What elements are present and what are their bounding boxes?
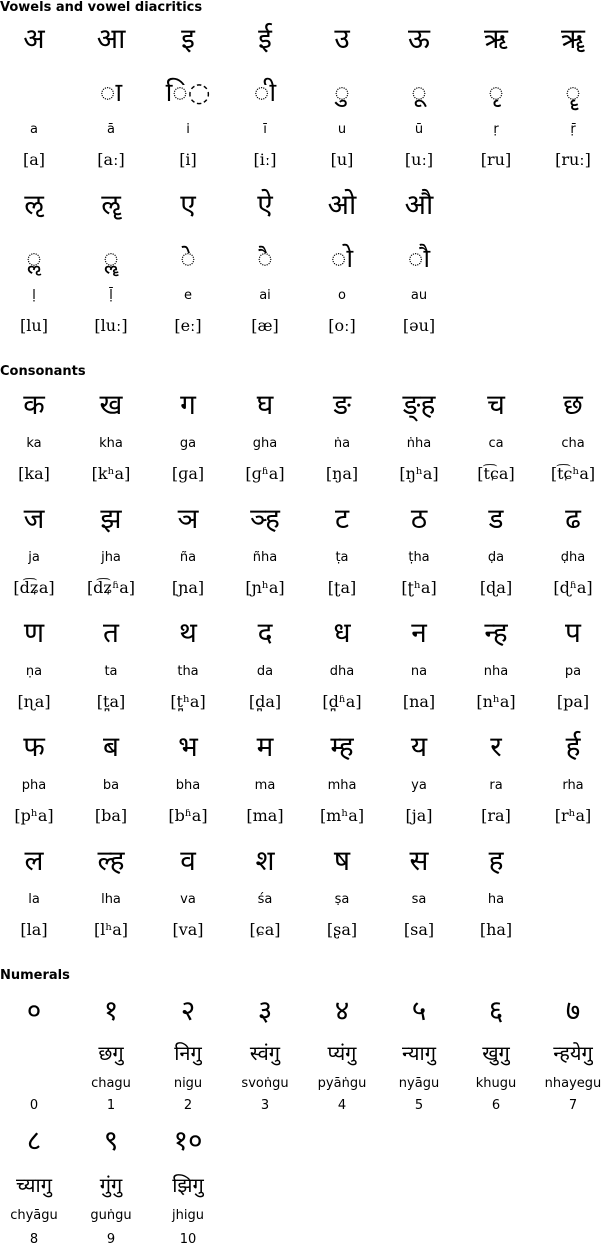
numeral-word: च्यागु bbox=[16, 1173, 52, 1197]
vowel-ipa: [æ] bbox=[251, 316, 279, 335]
consonant-romanization: pha bbox=[21, 778, 47, 793]
numeral-romanization: chyāgu bbox=[10, 1208, 58, 1223]
consonant-romanization: ṅha bbox=[406, 436, 432, 451]
vowel-romanization: ū bbox=[414, 122, 424, 137]
numeral-value: 5 bbox=[414, 1098, 424, 1113]
consonant-romanization: sa bbox=[411, 892, 427, 907]
numeral-romanization: nyāgu bbox=[398, 1076, 440, 1091]
consonant-letter: ग bbox=[180, 388, 196, 421]
consonant-letter: स bbox=[409, 844, 429, 877]
consonant-romanization: kha bbox=[99, 436, 123, 451]
consonant-letter: च bbox=[487, 388, 505, 421]
vowel-diacritic: ◌ौ bbox=[407, 244, 431, 274]
consonant-romanization: va bbox=[180, 892, 196, 907]
numeral-digit: १० bbox=[173, 1124, 203, 1157]
vowel-romanization: e bbox=[184, 288, 192, 303]
consonant-ipa: [ba] bbox=[94, 806, 128, 825]
vowel-ipa: [aː] bbox=[97, 150, 125, 169]
consonant-letter: र bbox=[490, 730, 502, 763]
consonant-romanization: ka bbox=[26, 436, 42, 451]
vowel-ipa: [ru] bbox=[480, 150, 512, 169]
consonant-romanization: tha bbox=[177, 664, 199, 679]
consonant-romanization: ṇa bbox=[25, 664, 43, 679]
numeral-value: 9 bbox=[106, 1232, 116, 1247]
consonant-letter: व bbox=[180, 844, 196, 877]
numeral-value: 7 bbox=[568, 1098, 578, 1113]
consonant-letter: त bbox=[103, 616, 119, 649]
consonant-ipa: [ka] bbox=[18, 464, 50, 483]
vowel-romanization: ī bbox=[263, 122, 267, 137]
vowel-ipa: [iː] bbox=[253, 150, 277, 169]
vowel-romanization: ṝ bbox=[570, 122, 576, 137]
consonant-romanization: ṣa bbox=[334, 892, 350, 907]
vowel-diacritic: ◌े bbox=[180, 244, 196, 274]
consonant-romanization: bha bbox=[175, 778, 201, 793]
vowel-romanization: ṛ bbox=[493, 122, 499, 137]
numeral-word: न्यागु bbox=[402, 1041, 436, 1065]
consonant-ipa: [nʰa] bbox=[476, 692, 516, 711]
vowel-romanization: u bbox=[337, 122, 347, 137]
consonant-letter: ङ्ह bbox=[402, 388, 436, 421]
vowel-letter: उ bbox=[334, 22, 350, 55]
consonant-ipa: [ŋa] bbox=[325, 464, 359, 483]
consonant-ipa: [d͡ʑʱa] bbox=[86, 578, 136, 597]
consonant-letter: ख bbox=[99, 388, 123, 421]
consonant-letter: ष bbox=[333, 844, 351, 877]
vowel-letter: ॡ bbox=[101, 188, 121, 221]
consonant-letter: य bbox=[410, 730, 428, 763]
consonant-romanization: la bbox=[28, 892, 40, 907]
consonant-romanization: nha bbox=[483, 664, 509, 679]
consonant-ipa: [ʈa] bbox=[327, 578, 357, 597]
vowel-letter: ऋ bbox=[484, 22, 508, 55]
numeral-word: झिगु bbox=[172, 1173, 204, 1197]
consonant-ipa: [ɖʱa] bbox=[553, 578, 593, 597]
numeral-romanization: nhayegu bbox=[544, 1076, 602, 1091]
consonant-letter: ङ bbox=[333, 388, 351, 421]
numeral-word: छगु bbox=[98, 1041, 124, 1065]
consonant-romanization: ña bbox=[179, 550, 197, 565]
consonant-ipa: [pʰa] bbox=[14, 806, 54, 825]
vowel-diacritic: ◌ॣ bbox=[103, 244, 119, 274]
consonant-ipa: [ha] bbox=[479, 920, 513, 939]
vowel-ipa: [i] bbox=[179, 150, 197, 169]
consonant-letter: ल bbox=[24, 844, 44, 877]
numeral-word: प्यंगु bbox=[327, 1041, 357, 1065]
consonant-ipa: [ŋʰa] bbox=[399, 464, 439, 483]
consonant-letter: झ bbox=[100, 502, 122, 535]
vowel-letter: आ bbox=[96, 22, 126, 55]
consonant-romanization: gha bbox=[252, 436, 278, 451]
consonant-letter: म bbox=[256, 730, 274, 763]
vowel-ipa: [lu] bbox=[20, 316, 48, 335]
numeral-digit: ५ bbox=[411, 994, 427, 1027]
consonant-ipa: [t̪a] bbox=[96, 692, 126, 711]
vowel-romanization: a bbox=[30, 122, 38, 137]
consonant-ipa: [ɡa] bbox=[171, 464, 205, 483]
numeral-value: 3 bbox=[260, 1098, 270, 1113]
numeral-digit: ६ bbox=[488, 994, 504, 1027]
numeral-digit: ७ bbox=[565, 994, 581, 1027]
vowel-diacritic: ◌ो bbox=[330, 244, 354, 274]
vowel-romanization: ai bbox=[259, 288, 271, 303]
vowel-letter: ए bbox=[180, 188, 196, 221]
consonant-ipa: [d̪ʱa] bbox=[322, 692, 362, 711]
consonant-ipa: [va] bbox=[172, 920, 204, 939]
consonant-ipa: [ʂa] bbox=[326, 920, 358, 939]
consonant-romanization: ja bbox=[28, 550, 40, 565]
numeral-value: 0 bbox=[29, 1098, 39, 1113]
consonant-ipa: [d̪a] bbox=[248, 692, 282, 711]
consonant-romanization: lha bbox=[101, 892, 121, 907]
consonant-romanization: ba bbox=[102, 778, 120, 793]
consonant-ipa: [mʰa] bbox=[319, 806, 365, 825]
consonant-romanization: ha bbox=[487, 892, 505, 907]
numeral-romanization: guṅgu bbox=[90, 1208, 132, 1223]
consonant-letter: न bbox=[411, 616, 427, 649]
consonant-ipa: [kʰa] bbox=[91, 464, 131, 483]
consonant-letter: र्ह bbox=[565, 730, 581, 763]
consonant-ipa: [bʱa] bbox=[168, 806, 208, 825]
vowel-diacritic: ◌ॄ bbox=[565, 78, 581, 108]
numeral-word: न्हयेगु bbox=[553, 1041, 593, 1065]
consonant-ipa: [sa] bbox=[403, 920, 435, 939]
numeral-romanization: svoṅgu bbox=[241, 1076, 289, 1091]
vowel-letter: इ bbox=[181, 22, 195, 55]
consonant-ipa: [na] bbox=[402, 692, 436, 711]
vowel-diacritic: ◌ृ bbox=[488, 78, 504, 108]
consonant-romanization: ca bbox=[488, 436, 504, 451]
vowel-diacritic: ◌ी bbox=[253, 78, 277, 108]
numeral-romanization: jhigu bbox=[172, 1208, 204, 1223]
consonant-ipa: [ma] bbox=[246, 806, 284, 825]
consonant-romanization: ra bbox=[489, 778, 503, 793]
numeral-value: 2 bbox=[183, 1098, 193, 1113]
numeral-word: खुगु bbox=[482, 1041, 510, 1065]
consonant-letter: न्ह bbox=[484, 616, 508, 649]
vowel-letter: ई bbox=[258, 22, 272, 55]
consonant-ipa: [t̪ʰa] bbox=[170, 692, 206, 711]
consonant-letter: क bbox=[23, 388, 45, 421]
consonant-letter: घ bbox=[256, 388, 274, 421]
vowel-ipa: [oː] bbox=[328, 316, 356, 335]
consonant-letter: छ bbox=[563, 388, 583, 421]
numeral-romanization: pyāṅgu bbox=[317, 1076, 367, 1091]
numeral-digit: १ bbox=[103, 994, 119, 1027]
consonant-letter: ठ bbox=[410, 502, 428, 535]
vowel-romanization: ā bbox=[107, 122, 115, 137]
consonant-ipa: [ja] bbox=[405, 806, 433, 825]
vowel-letter: औ bbox=[404, 188, 434, 221]
consonant-ipa: [ɲa] bbox=[171, 578, 205, 597]
numeral-value: 6 bbox=[491, 1098, 501, 1113]
numeral-digit: ८ bbox=[26, 1124, 42, 1157]
consonant-letter: म्ह bbox=[330, 730, 354, 763]
consonant-letter: श bbox=[255, 844, 275, 877]
consonant-romanization: śa bbox=[257, 892, 273, 907]
vowel-ipa: [əu] bbox=[402, 316, 436, 335]
numeral-digit: २ bbox=[180, 994, 196, 1027]
consonant-letter: ह bbox=[488, 844, 504, 877]
numeral-word: स्वंगु bbox=[249, 1041, 281, 1065]
consonant-ipa: [la] bbox=[20, 920, 48, 939]
consonant-letter: ज bbox=[23, 502, 45, 535]
consonant-letter: ढ bbox=[565, 502, 581, 535]
consonant-ipa: [d͡ʑa] bbox=[13, 578, 55, 597]
vowel-letter: अ bbox=[23, 22, 45, 55]
consonant-romanization: ḍha bbox=[560, 550, 586, 565]
consonant-romanization: ṅa bbox=[333, 436, 351, 451]
consonant-letter: ञ bbox=[177, 502, 199, 535]
numeral-value: 4 bbox=[337, 1098, 347, 1113]
consonant-ipa: [ɖa] bbox=[479, 578, 513, 597]
numeral-value: 1 bbox=[106, 1098, 116, 1113]
consonant-romanization: rha bbox=[562, 778, 584, 793]
vowel-letter: ऌ bbox=[24, 188, 44, 221]
consonant-letter: ब bbox=[103, 730, 119, 763]
vowel-letter: ओ bbox=[327, 188, 357, 221]
numeral-digit: ९ bbox=[103, 1124, 119, 1157]
numeral-romanization: chagu bbox=[91, 1076, 131, 1091]
consonant-letter: ल्ह bbox=[97, 844, 125, 877]
numeral-romanization: nigu bbox=[173, 1076, 203, 1091]
numeral-word: निगु bbox=[174, 1041, 202, 1065]
numeral-digit: ४ bbox=[334, 994, 350, 1027]
consonant-romanization: ga bbox=[179, 436, 197, 451]
consonant-ipa: [t͡ɕʰa] bbox=[550, 464, 596, 483]
heading-consonants: Consonants bbox=[0, 364, 86, 379]
vowel-letter: ऐ bbox=[257, 188, 273, 221]
vowel-ipa: [u] bbox=[330, 150, 354, 169]
vowel-ipa: [eː] bbox=[174, 316, 202, 335]
consonant-letter: ड bbox=[488, 502, 504, 535]
vowel-diacritic: ◌ै bbox=[257, 244, 273, 274]
consonant-letter: प bbox=[565, 616, 581, 649]
vowel-diacritic: ◌ॢ bbox=[26, 244, 42, 274]
consonant-romanization: ma bbox=[254, 778, 276, 793]
vowel-letter: ऊ bbox=[408, 22, 430, 55]
consonant-romanization: ḍa bbox=[487, 550, 505, 565]
consonant-letter: ञ्ह bbox=[250, 502, 280, 535]
vowel-diacritic: ◌ू bbox=[411, 78, 427, 108]
consonant-romanization: ṭa bbox=[335, 550, 349, 565]
consonant-letter: ट bbox=[334, 502, 350, 535]
vowel-ipa: [a] bbox=[22, 150, 46, 169]
consonant-romanization: pa bbox=[564, 664, 582, 679]
consonant-letter: ण bbox=[23, 616, 45, 649]
consonant-romanization: mha bbox=[327, 778, 357, 793]
vowel-letter: ॠ bbox=[561, 22, 585, 55]
numeral-value: 8 bbox=[29, 1232, 39, 1247]
numeral-value: 10 bbox=[179, 1232, 197, 1247]
numeral-digit: ३ bbox=[257, 994, 273, 1027]
consonant-romanization: cha bbox=[561, 436, 585, 451]
consonant-letter: द bbox=[257, 616, 273, 649]
consonant-ipa: [lʰa] bbox=[93, 920, 129, 939]
vowel-diacritic: ि◌ bbox=[165, 78, 211, 108]
consonant-ipa: [ra] bbox=[481, 806, 511, 825]
consonant-letter: भ bbox=[178, 730, 198, 763]
consonant-romanization: jha bbox=[101, 550, 121, 565]
consonant-letter: ध bbox=[333, 616, 351, 649]
consonant-ipa: [rʰa] bbox=[554, 806, 592, 825]
vowel-ipa: [uː] bbox=[404, 150, 434, 169]
vowel-romanization: ḷ bbox=[32, 288, 36, 303]
consonant-ipa: [ɕa] bbox=[249, 920, 281, 939]
vowel-ipa: [ruː] bbox=[555, 150, 591, 169]
vowel-diacritic: ◌ु bbox=[334, 78, 350, 108]
consonant-ipa: [ɲʰa] bbox=[245, 578, 285, 597]
consonant-romanization: dha bbox=[329, 664, 355, 679]
consonant-romanization: ṭha bbox=[408, 550, 430, 565]
consonant-letter: थ bbox=[179, 616, 197, 649]
heading-numerals: Numerals bbox=[0, 968, 70, 983]
consonant-romanization: ta bbox=[104, 664, 118, 679]
numeral-romanization: khugu bbox=[475, 1076, 517, 1091]
consonant-romanization: da bbox=[256, 664, 274, 679]
vowel-romanization: au bbox=[410, 288, 428, 303]
vowel-romanization: o bbox=[338, 288, 346, 303]
vowel-romanization: ḹ bbox=[109, 288, 113, 303]
consonant-ipa: [ɡʱa] bbox=[245, 464, 285, 483]
heading-vowels: Vowels and vowel diacritics bbox=[0, 0, 203, 15]
consonant-letter: फ bbox=[23, 730, 45, 763]
vowel-romanization: i bbox=[186, 122, 190, 137]
consonant-ipa: [pa] bbox=[556, 692, 590, 711]
consonant-romanization: na bbox=[410, 664, 428, 679]
vowel-ipa: [luː] bbox=[94, 316, 128, 335]
consonant-romanization: ñha bbox=[252, 550, 278, 565]
vowel-diacritic: ◌ा bbox=[99, 78, 123, 108]
numeral-digit: ० bbox=[26, 994, 42, 1027]
consonant-ipa: [t͡ɕa] bbox=[477, 464, 515, 483]
consonant-romanization: ya bbox=[411, 778, 427, 793]
consonant-ipa: [ʈʰa] bbox=[401, 578, 437, 597]
numeral-word: गुंगु bbox=[99, 1173, 123, 1197]
consonant-ipa: [ɳa] bbox=[17, 692, 51, 711]
